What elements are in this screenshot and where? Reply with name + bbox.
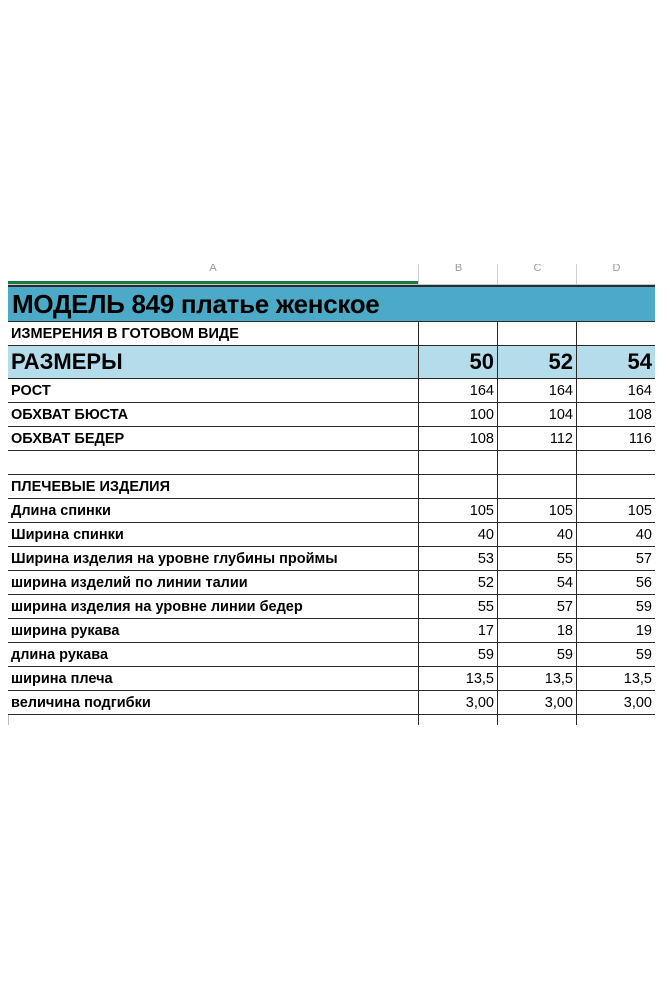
next-empty-row: [8, 715, 655, 725]
title-cell[interactable]: МОДЕЛЬ 849 платье женское: [12, 288, 380, 319]
value-cell[interactable]: 55: [497, 547, 576, 570]
value-cell[interactable]: 13,5: [497, 667, 576, 690]
measurements-row: [8, 322, 655, 346]
table-row: [8, 619, 655, 643]
empty-cell[interactable]: [418, 715, 497, 725]
value-cell[interactable]: 59: [576, 595, 655, 618]
value-cell[interactable]: 164: [418, 379, 497, 402]
value-cell[interactable]: 52: [418, 571, 497, 594]
value-cell[interactable]: 112: [497, 427, 576, 450]
empty-cell[interactable]: [8, 451, 418, 474]
table-row: [8, 499, 655, 523]
row-label-cell[interactable]: величина подгибки: [11, 694, 151, 711]
sizes-row: [8, 346, 655, 379]
column-header-c[interactable]: C: [497, 264, 577, 284]
table-row: [8, 379, 655, 403]
empty-cell[interactable]: [497, 715, 576, 725]
empty-cell[interactable]: [418, 322, 497, 345]
empty-cell[interactable]: [576, 322, 655, 345]
value-cell[interactable]: 100: [418, 403, 497, 426]
value-cell[interactable]: 55: [418, 595, 497, 618]
table-row: [8, 667, 655, 691]
size-cell[interactable]: 54: [576, 346, 655, 378]
section-row: [8, 475, 655, 499]
spreadsheet: [8, 264, 655, 725]
value-cell[interactable]: 57: [576, 547, 655, 570]
value-cell[interactable]: 108: [576, 403, 655, 426]
row-label-cell[interactable]: ширина изделий по линии талии: [11, 574, 248, 591]
column-headers: [8, 264, 655, 285]
table-row: [8, 595, 655, 619]
value-cell[interactable]: 13,5: [576, 667, 655, 690]
table-row: [8, 691, 655, 715]
value-cell[interactable]: 116: [576, 427, 655, 450]
value-cell[interactable]: 40: [497, 523, 576, 546]
value-cell[interactable]: 105: [576, 499, 655, 522]
size-cell[interactable]: 50: [418, 346, 497, 378]
table-row: [8, 403, 655, 427]
empty-cell[interactable]: [576, 715, 655, 725]
value-cell[interactable]: 164: [497, 379, 576, 402]
value-cell[interactable]: 54: [497, 571, 576, 594]
empty-row: [8, 451, 655, 475]
empty-cell[interactable]: [497, 451, 576, 474]
column-header-a-label: A: [209, 264, 217, 274]
value-cell[interactable]: 17: [418, 619, 497, 642]
row-label-cell[interactable]: длина рукава: [11, 646, 109, 663]
value-cell[interactable]: 105: [418, 499, 497, 522]
empty-cell[interactable]: [8, 715, 418, 725]
size-cell[interactable]: 52: [497, 346, 576, 378]
row-label-cell[interactable]: ОБХВАТ БЕДЕР: [11, 430, 125, 447]
table-row: [8, 547, 655, 571]
value-cell[interactable]: 59: [497, 643, 576, 666]
table-row: [8, 571, 655, 595]
row-label-cell[interactable]: РОСТ: [11, 382, 51, 399]
empty-cell[interactable]: [418, 475, 497, 498]
table-row: [8, 643, 655, 667]
value-cell[interactable]: 59: [418, 643, 497, 666]
table-row: [8, 523, 655, 547]
value-cell[interactable]: 108: [418, 427, 497, 450]
row-label-cell[interactable]: Длина спинки: [11, 502, 111, 519]
value-cell[interactable]: 3,00: [576, 691, 655, 714]
empty-cell[interactable]: [576, 451, 655, 474]
value-cell[interactable]: 3,00: [418, 691, 497, 714]
value-cell[interactable]: 18: [497, 619, 576, 642]
value-cell[interactable]: 3,00: [497, 691, 576, 714]
value-cell[interactable]: 40: [418, 523, 497, 546]
measurements-label-cell[interactable]: ИЗМЕРЕНИЯ В ГОТОВОМ ВИДЕ: [11, 325, 239, 342]
title-row: [8, 285, 655, 322]
row-label-cell[interactable]: Ширина спинки: [11, 526, 124, 543]
row-label-cell[interactable]: ОБХВАТ БЮСТА: [11, 406, 129, 423]
column-header-b[interactable]: B: [418, 264, 498, 284]
column-header-d[interactable]: D: [576, 264, 656, 284]
value-cell[interactable]: 40: [576, 523, 655, 546]
value-cell[interactable]: 105: [497, 499, 576, 522]
value-cell[interactable]: 164: [576, 379, 655, 402]
value-cell[interactable]: 13,5: [418, 667, 497, 690]
empty-cell[interactable]: [418, 451, 497, 474]
row-label-cell[interactable]: ширина плеча: [11, 670, 113, 687]
value-cell[interactable]: 53: [418, 547, 497, 570]
value-cell[interactable]: 56: [576, 571, 655, 594]
value-cell[interactable]: 57: [497, 595, 576, 618]
value-cell[interactable]: 59: [576, 643, 655, 666]
sizes-label-cell[interactable]: РАЗМЕРЫ: [11, 349, 123, 374]
row-label-cell[interactable]: Ширина изделия на уровне глубины проймы: [11, 550, 338, 567]
section-label-cell[interactable]: ПЛЕЧЕВЫЕ ИЗДЕЛИЯ: [11, 478, 171, 495]
table-row: [8, 427, 655, 451]
value-cell[interactable]: 19: [576, 619, 655, 642]
empty-cell[interactable]: [497, 475, 576, 498]
row-label-cell[interactable]: ширина изделия на уровне линии бедер: [11, 598, 303, 615]
row-label-cell[interactable]: ширина рукава: [11, 622, 120, 639]
value-cell[interactable]: 104: [497, 403, 576, 426]
empty-cell[interactable]: [576, 475, 655, 498]
empty-cell[interactable]: [497, 322, 576, 345]
column-header-a[interactable]: [8, 264, 418, 284]
column-selection-indicator: [8, 281, 418, 284]
